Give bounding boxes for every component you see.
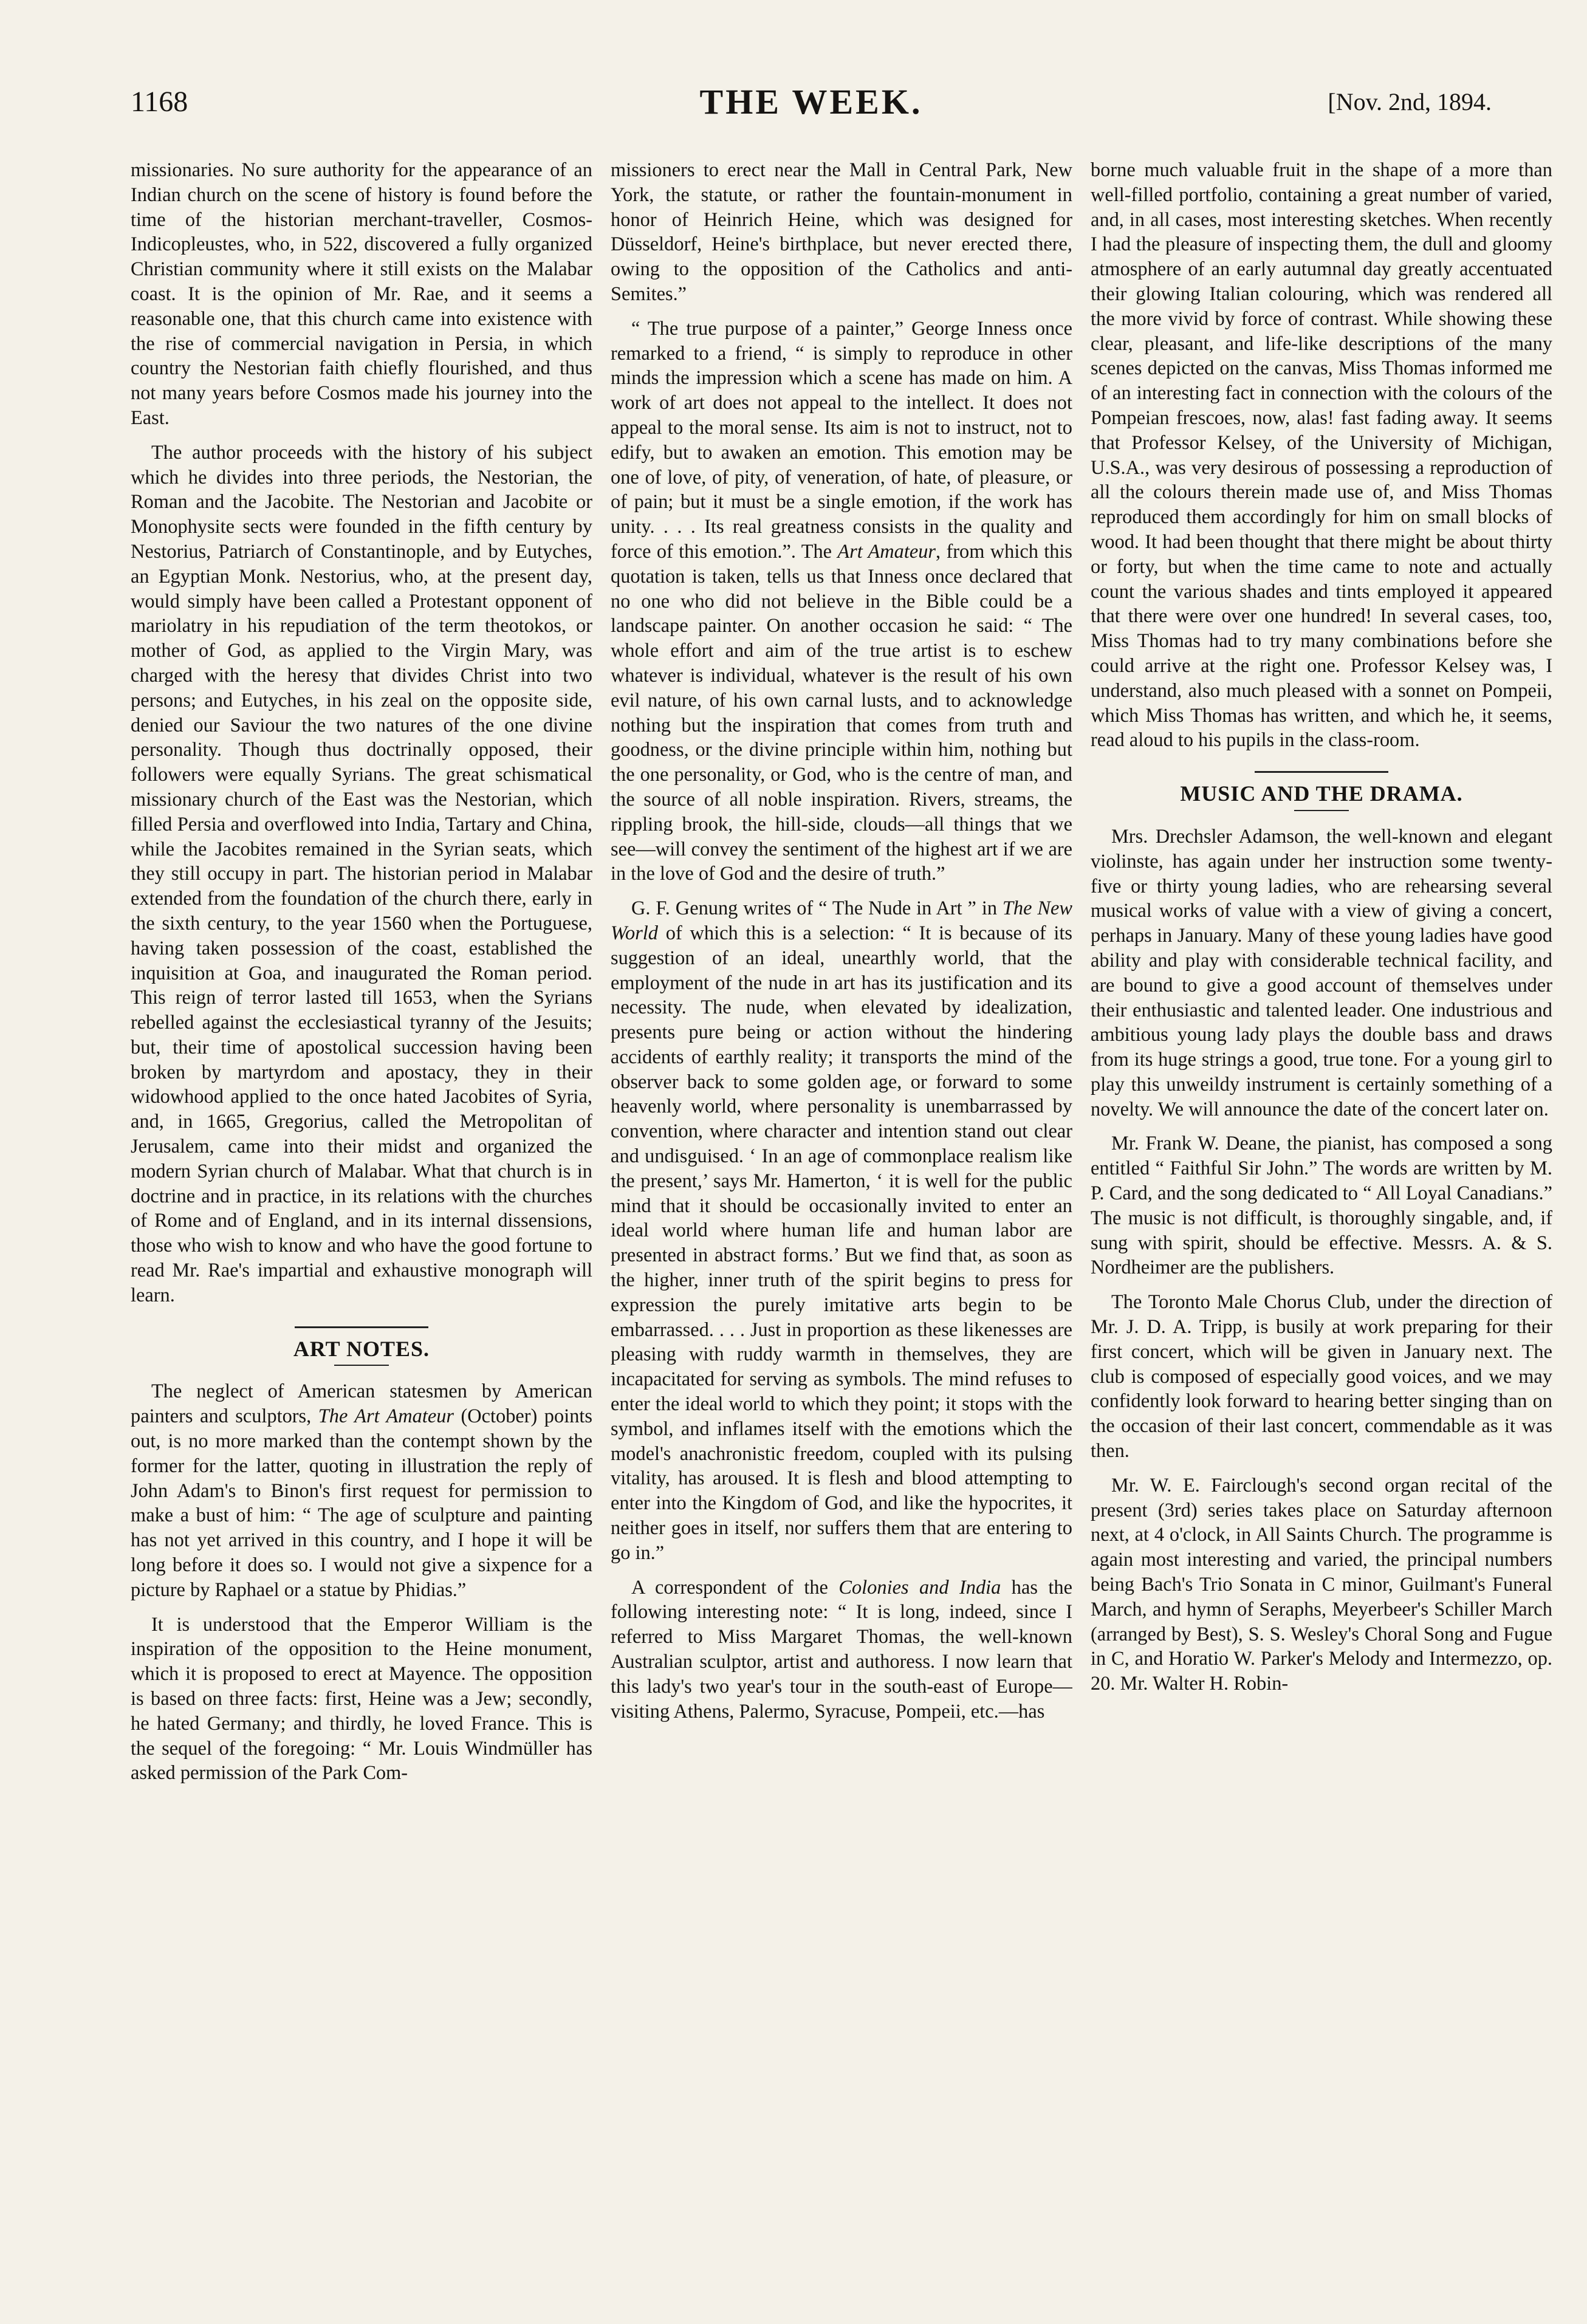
section-heading-music-drama: MUSIC AND THE DRAMA. bbox=[1180, 781, 1463, 806]
page-header bbox=[131, 82, 1492, 134]
paragraph: The author proceeds with the history of his subject which he divides into three periods, the Nestorian, the Roman and the Jacobite. The Nestorian and Jacobite or Monophysite sects were founded in the fifth century by Nestorius, Patriarch of Constantinople, and by Eutyches, an Egyptian Monk. Nestorius, who, at the present day, would simply have been called a Protestant opponent of mariolatry in his repudiation of the term theotokos, or mother of God, as applied to the Virgin Mary, was charged with the heresy that divides Christ into two persons; and Eutyches, in his zeal on the opposite side, denied our Saviour the two natures of the one divine personality. Though thus doctrinally opposed, their followers were equally Syrians. The great schismatical missionary church of the East was the Nestorian, which filled Persia and overflowed into India, Tartary and China, while the Jacobites remained in the Syrian seats, which they still occupy in part. The historian period in Malabar extended from the foundation of the church there, early in the sixth century, to the year 1560 when the Portuguese, having taken possession of the coast, established the inquisition at Goa, and inaugurated the Roman period. This reign of terror lasted till 1653, when the Syrians rebelled against the ecclesiastical tyranny of the Jesuits; but, their time of apostolical succession having been broken by martyrdom and apostacy, they in their widowhood applied to the once hated Jacobites of Syria, and, in 1665, Gregorius, called the Metropolitan of Jerusalem, came into their midst and organized the modern Syrian church of Malabar. What that church is in doctrine and in practice, in its relations with the churches of Rome and of England, and in its internal dissensions, those who wish to know and who have the good fortune to read Mr. Rae's impartial and exhaustive monograph will learn. bbox=[131, 441, 592, 1306]
paragraph: G. F. Genung writes of “ The Nude in Art ” in The New World of which this is a selection: “ It is because of its suggestion of an ideal, unearthly world, that the employment of the nude in art has its justification and its necessity. The nude, when elevated by idealization, presents pure being or action without the hindering accidents of earthly reality; it transports the mind of the observer back to some golden age, or forward to some heavenly world, where personality is unembarrassed by convention, where character and intention stand out clear and undisguised. ‘ In an age of commonplace realism like the present,’ says Mr. Hamerton, ‘ it is well for the public mind that it should be occasionally invited to enter an ideal world where human life and human labor are presented in abstract forms.’ But we find that, as soon as the higher, inner truth of the spirit begins to press for expression the purely imitative arts begin to be embarrassed. . . . Just in proportion as these likenesses are pleasing with ruddy warmth in themselves, they are incapacitated for serving as symbols. The mind refuses to enter the ideal world to which they point; it stops with the symbol, and inflames itself with the emotions which the model's anachronistic freedom, coupled with its pulsing vitality, has aroused. It is flesh and blood attempting to enter into the Kingdom of God, and like the hypocrites, it neither goes in itself, nor suffers them that are entering to go in.” bbox=[611, 897, 1072, 1564]
issue-date: [Nov. 2nd, 1894. bbox=[1328, 88, 1492, 115]
section-divider bbox=[295, 1326, 428, 1328]
paragraph: missionaries. No sure authority for the appearance of an Indian church on the scene of history is found before the time of the historian merchant-traveller, Cosmos-Indicopleustes, who, in 522, discovered a fully organized Christian community where it still exists on the Malabar coast. It is the opinion of Mr. Rae, and it seems a reasonable one, that this church came into existence with the rise of commercial navigation in Persia, in which country the Nestorian faith chiefly flourished, and thus not many years before Cosmos made his journey into the East. bbox=[131, 159, 592, 429]
page-number: 1168 bbox=[131, 86, 188, 118]
heading-underline bbox=[1294, 810, 1349, 811]
column-right bbox=[1091, 158, 1552, 2297]
masthead-title: THE WEEK. bbox=[699, 82, 923, 122]
paragraph: Mr. Frank W. Deane, the pianist, has composed a song entitled “ Faithful Sir John.” The words are written by M. P. Card, and the song dedicated to “ All Loyal Canadians.” The music is not difficult, is thoroughly singable, and, if sung with spirit, should be effective. Messrs. A. & S. Nordheimer are the publishers. bbox=[1091, 1133, 1552, 1279]
publication-title: The Art Amateur bbox=[318, 1405, 454, 1428]
paragraph: A correspondent of the Colonies and India has the following interesting note: “ It is long, indeed, since I referred to Miss Margaret Thomas, the well-known Australian sculptor, artist and authoress. I now learn that this lady's two year's tour in the south-east of Europe—visiting Athens, Palermo, Syracuse, Pompeii, etc.—has bbox=[611, 1576, 1072, 1722]
paragraph: Mrs. Drechsler Adamson, the well-known and elegant violinste, has again under her instruction some twenty-five or thirty young ladies, who are rehearsing several musical works of value with a view of giving a concert, perhaps in January. Many of these young ladies have good ability and play with considerable technical facility, and are bound to give a good account of themselves under their enthusiastic and talented leader. One industrious and ambitious young lady plays the double bass and draws from its huge strings a good, true tone. For a young girl to play this unweildy instrument is certainly something of a novelty. We will announce the date of the concert later on. bbox=[1091, 825, 1552, 1120]
paragraph: missioners to erect near the Mall in Central Park, New York, the statute, or rather the fountain-monument in honor of Heinrich Heine, which was designed for Düsseldorf, Heine's birthplace, but never erected there, owing to the opposition of the Catholics and anti-Semites.” bbox=[611, 159, 1072, 305]
heading-underline bbox=[334, 1365, 389, 1366]
paragraph: borne much valuable fruit in the shape of a more than well-filled portfolio, containing a great number of varied, and, in all cases, most interesting sketches. When recently I had the pleasure of inspecting them, the dull and gloomy atmosphere of an early autumnal day greatly accentuated their glowing Italian colouring, which was rendered all the more vivid by force of contrast. While showing these clear, pleasant, and life-like descriptions of the many scenes depicted on the canvas, Miss Thomas informed me of an interesting fact in connection with the colours of the Pompeian frescoes, now, alas! fast fading away. It seems that Professor Kelsey, of the University of Michigan, U.S.A., was very desirous of possessing a reproduction of all the colours therein made use of, and Miss Thomas reproduced them accordingly for him on small blocks of wood. It had been thought that there might be about thirty or forty, but when the time came to note and actually count the various shades and tints employed it appeared that there were over one hundred! In several cases, too, Miss Thomas had to try many combinations before she could arrive at the right one. Professor Kelsey was, I understand, also much pleased with a sonnet on Pompeii, which Miss Thomas has written, and which he, it seems, read aloud to his pupils in the class-room. bbox=[1091, 159, 1552, 752]
paragraph: “ The true purpose of a painter,” George Inness once remarked to a friend, “ is simply to reproduce in other minds the impression which a scene has made on him. A work of art does not appeal to the intellect. It does not appeal to the moral sense. Its aim is not to instruct, not to edify, but to awaken an emotion. This emotion may be one of love, of pity, of veneration, of hate, of pleasure, or of pain; but it must be a single emotion, if the work has unity. . . . Its real greatness consists in the quality and force of this emotion.”. The Art Amateur, from which this quotation is taken, tells us that Inness once declared that no one who did not believe in the Bible could be a landscape painter. On another occasion he said: “ The whole effort and aim of the true artist is to eschew whatever is individual, whatever is the result of his own evil nature, of his own carnal lusts, and to acknowledge nothing but the inspiration that comes from truth and goodness, or the divine principle within him, nothing but the one personality, or God, who is the centre of man, and the source of all noble inspiration. Rivers, streams, the rippling brook, the hill-side, clouds—all things that we see—will convey the sentiment of the highest art if we are in the love of God and the desire of truth.” bbox=[611, 317, 1072, 885]
section-heading-art-notes: ART NOTES. bbox=[293, 1336, 430, 1361]
section-divider bbox=[1255, 771, 1388, 773]
column-middle bbox=[611, 158, 1072, 2297]
publication-title: Colonies and India bbox=[838, 1576, 1001, 1599]
paragraph: The Toronto Male Chorus Club, under the direction of Mr. J. D. A. Tripp, is busily at work preparing for their first concert, which will be given in January next. The club is composed of especially good voices, and we may confidently look forward to hearing better singing than on the occasion of their last concert, commendable as it was then. bbox=[1091, 1291, 1552, 1462]
paragraph: Mr. W. E. Fairclough's second organ recital of the present (3rd) series takes place on Saturday afternoon next, at 4 o'clock, in All Saints Church. The programme is again most interesting and varied, the principal numbers being Bach's Trio Sonata in C minor, Guilmant's Funeral March, and hymn of Seraphs, Meyerbeer's Schiller March (arranged by Best), S. S. Wesley's Choral Song and Fugue in C, and Horatio W. Parker's Melody and Intermezzo, op. 20. Mr. Walter H. Robin- bbox=[1091, 1474, 1552, 1695]
publication-title: The New World bbox=[611, 897, 1072, 944]
paragraph: It is understood that the Emperor William is the inspiration of the opposition to the Heine monument, which it is proposed to erect at Mayence. The opposition is based on three facts: first, Heine was a Jew; secondly, he hated Germany; and thirdly, he loved France. This is the sequel of the foregoing: “ Mr. Louis Windmüller has asked permission of the Park Com- bbox=[131, 1613, 592, 1784]
publication-title: Art Amateur bbox=[837, 540, 936, 563]
column-left bbox=[131, 158, 592, 2297]
paragraph: The neglect of American statesmen by American painters and sculptors, The Art Amateur (October) points out, is no more marked than the contempt shown by the former for the latter, quoting in illustration the reply of John Adam's to Binon's first request for permission to make a bust of him: “ The age of sculpture and painting has not yet arrived in this country, and I hope it will be long before it does so. I would not give a sixpence for a picture by Raphael or a statue by Phidias.” bbox=[131, 1380, 592, 1601]
